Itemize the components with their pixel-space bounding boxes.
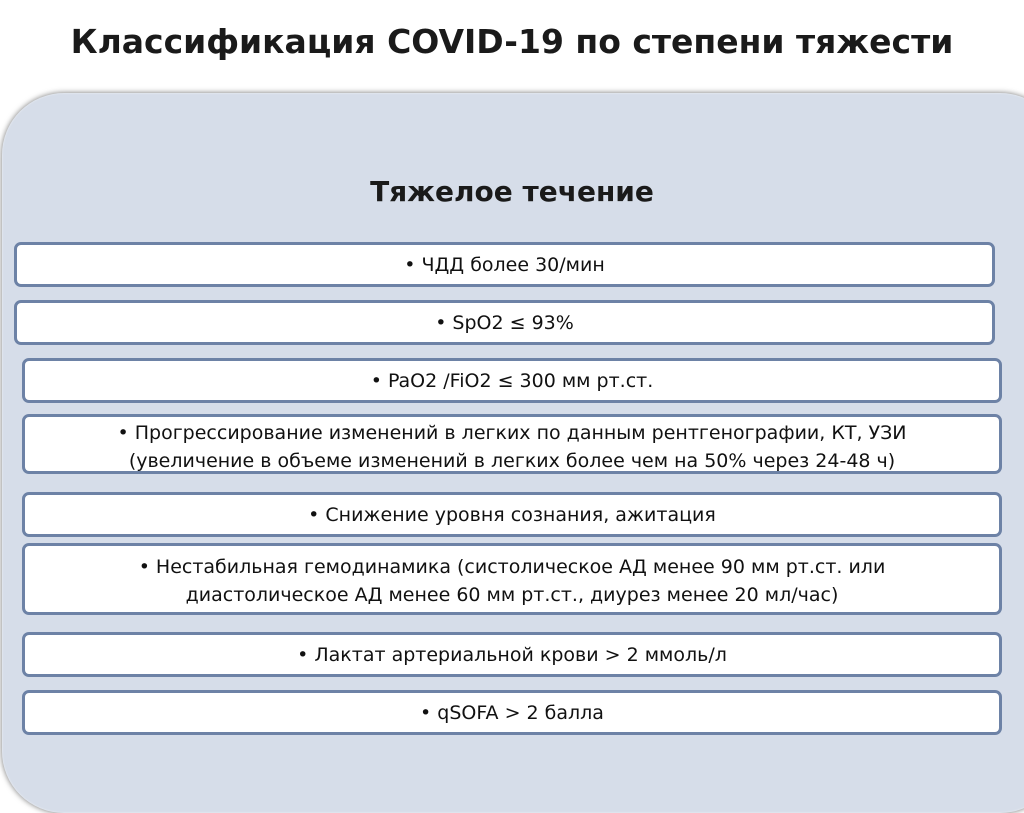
- criterion-box-hemodynamics: [22, 543, 1002, 615]
- criterion-box-lactate: [22, 632, 1002, 677]
- criterion-box-spo2: [14, 300, 995, 345]
- criterion-text: • Снижение уровня сознания, ажитация: [308, 503, 716, 526]
- bullet-icon: •: [297, 643, 309, 666]
- panel-heading: Тяжелое течение: [370, 175, 654, 208]
- bullet-icon: •: [404, 253, 416, 276]
- criterion-box-resp-rate: [14, 242, 995, 287]
- criterion-text: • Нестабильная гемодинамика (систолическое АД менее 90 мм рт.ст. или диастолическое АД менее 60 мм рт.ст., диурез менее 20 мл/час): [138, 556, 886, 606]
- bullet-icon: •: [138, 556, 150, 578]
- criterion-box-consciousness: [22, 492, 1002, 537]
- bullet-icon: •: [435, 311, 447, 334]
- bullet-icon: •: [308, 503, 320, 526]
- criterion-text: • ЧДД более 30/мин: [404, 253, 605, 276]
- criterion-text: • Прогрессирование изменений в легких по данным рентгенографии, КТ, УЗИ (увеличение в объеме изменений в легких более чем на 50% через 24-48 ч): [117, 422, 907, 472]
- bullet-icon: •: [370, 369, 382, 392]
- slide-title: Классификация COVID-19 по степени тяжести: [70, 22, 954, 61]
- criterion-box-lung-progression: [22, 414, 1002, 474]
- criterion-text: • PaO2 /FiO2 ≤ 300 мм рт.ст.: [370, 369, 654, 392]
- criterion-box-pao2-fio2: [22, 358, 1002, 403]
- criterion-text: • qSOFA > 2 балла: [420, 701, 604, 724]
- criterion-text: • Лактат артериальной крови > 2 ммоль/л: [297, 643, 727, 666]
- bullet-icon: •: [420, 701, 432, 724]
- criterion-text: • SpO2 ≤ 93%: [435, 311, 574, 334]
- criterion-box-qsofa: [22, 690, 1002, 735]
- bullet-icon: •: [117, 422, 129, 444]
